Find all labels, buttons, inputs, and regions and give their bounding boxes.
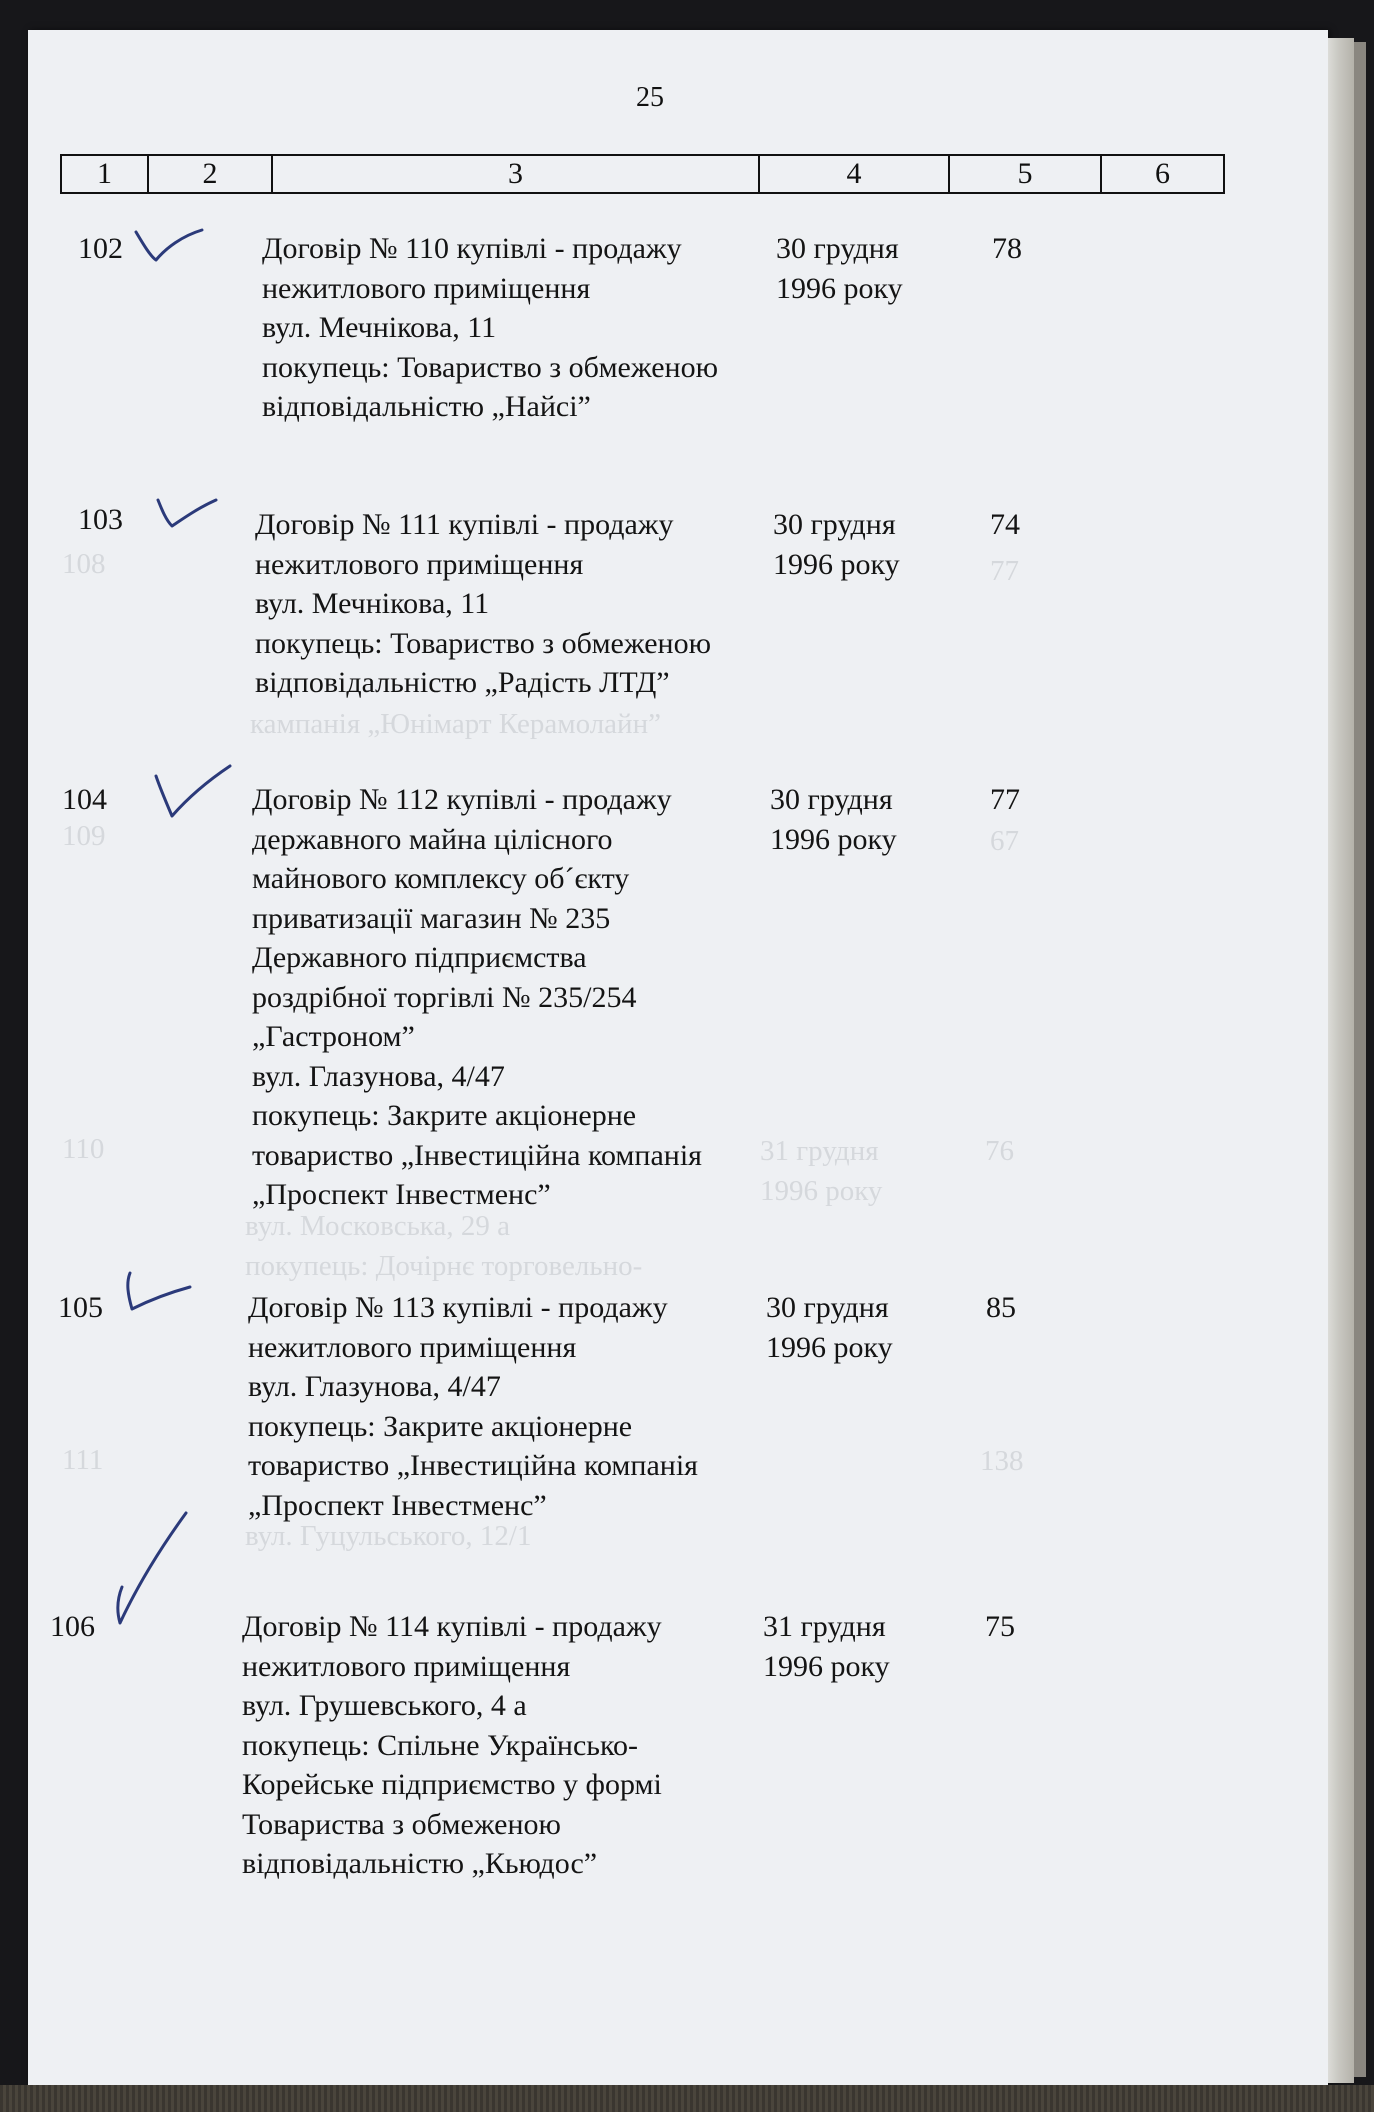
entry-description xyxy=(262,229,718,427)
entry-col5-value: 85 xyxy=(986,1291,1016,1324)
bleed-through-text: 108 xyxy=(62,548,106,580)
column-header-2: 2 xyxy=(148,155,272,193)
column-header-1: 1 xyxy=(61,155,148,193)
bleed-through-text: 138 xyxy=(980,1445,1024,1477)
bleed-through-text: вул. Московська, 29 а xyxy=(245,1210,510,1242)
bleed-through-text: кампанія „Юнімарт Керамолайн” xyxy=(250,708,661,740)
description-line: вул. Грушевського, 4 а xyxy=(242,1689,527,1722)
page-number: 25 xyxy=(636,82,664,113)
description-line: нежитлового приміщення xyxy=(242,1649,571,1683)
checkmark-icon xyxy=(108,1505,198,1635)
entry-description xyxy=(248,1288,698,1525)
page-stack-edge xyxy=(1328,38,1354,2083)
description-line: покупець: Закрите акціонерне xyxy=(248,1409,633,1443)
date-line: 30 грудня xyxy=(773,508,896,541)
description-line: вул. Глазунова, 4/47 xyxy=(248,1370,501,1403)
entry-col5-value: 75 xyxy=(985,1610,1015,1643)
date-line: 1996 року xyxy=(763,1649,890,1683)
date-line: 1996 року xyxy=(773,547,900,581)
date-line: 30 грудня xyxy=(770,783,893,816)
entry-number: 104 xyxy=(62,783,107,816)
description-line: „Гастроном” xyxy=(252,1020,415,1053)
column-header-6: 6 xyxy=(1101,155,1224,193)
description-line: приватизації магазин № 235 xyxy=(252,901,611,935)
entry-col5-value: 74 xyxy=(990,508,1020,541)
description-line: „Проспект Інвестменс” xyxy=(248,1488,547,1522)
bleed-through-text: 31 грудня xyxy=(760,1135,879,1167)
column-header-3: 3 xyxy=(272,155,759,193)
entry-number: 105 xyxy=(58,1291,103,1324)
entry-description xyxy=(255,505,711,703)
checkmark-icon xyxy=(150,492,230,542)
entry-date xyxy=(766,1288,893,1367)
description-line: державного майна цілісного xyxy=(252,822,613,856)
description-line: товариство „Інвестиційна компанія xyxy=(248,1449,698,1482)
description-line: покупець: Спільне Українсько- xyxy=(242,1728,638,1762)
description-line: вул. Мечнікова, 11 xyxy=(255,587,490,620)
description-line: нежитлового приміщення xyxy=(255,547,584,581)
description-line: Договір № 110 купівлі - продажу xyxy=(262,232,682,265)
description-line: нежитлового приміщення xyxy=(248,1330,577,1364)
description-line: Договір № 114 купівлі - продажу xyxy=(242,1610,662,1643)
description-line: майнового комплексу об´єкту xyxy=(252,862,630,895)
column-header-4: 4 xyxy=(759,155,949,193)
description-line: нежитлового приміщення xyxy=(262,271,591,305)
entry-col5-value: 78 xyxy=(992,232,1022,265)
date-line: 30 грудня xyxy=(766,1291,889,1324)
description-line: Договір № 111 купівлі - продажу xyxy=(255,508,674,541)
scanner-bed xyxy=(0,2085,1374,2112)
description-line: Корейське підприємство у формі xyxy=(242,1768,662,1801)
entry-date xyxy=(763,1607,890,1686)
entry-description xyxy=(242,1607,662,1884)
description-line: Державного підприємства xyxy=(252,941,587,974)
bleed-through-text: вул. Гуцульського, 12/1 xyxy=(245,1520,532,1552)
entry-number: 103 xyxy=(78,503,123,536)
description-line: вул. Мечнікова, 11 xyxy=(262,311,497,344)
description-line: відповідальністю „Найсі” xyxy=(262,390,591,423)
description-line: Договір № 113 купівлі - продажу xyxy=(248,1291,668,1324)
date-line: 30 грудня xyxy=(776,232,899,265)
description-line: Договір № 112 купівлі - продажу xyxy=(252,783,672,816)
description-line: вул. Глазунова, 4/47 xyxy=(252,1059,505,1093)
description-line: Товариства з обмеженою xyxy=(242,1807,561,1841)
date-line: 31 грудня xyxy=(763,1610,886,1643)
column-header-5: 5 xyxy=(949,155,1101,193)
entry-date xyxy=(773,505,900,584)
bleed-through-text: 110 xyxy=(62,1133,105,1165)
bleed-through-text: 111 xyxy=(62,1444,104,1476)
date-line: 1996 року xyxy=(776,271,903,305)
entry-date xyxy=(770,780,897,859)
entry-date xyxy=(776,229,903,308)
description-line: покупець: Товариство з обмеженою xyxy=(255,626,711,660)
bleed-through-text: 67 xyxy=(990,825,1019,857)
description-line: „Проспект Інвестменс” xyxy=(252,1178,551,1211)
description-line: відповідальністю „Радість ЛТД” xyxy=(255,666,670,699)
checkmark-icon xyxy=(150,762,240,832)
checkmark-icon xyxy=(130,220,210,270)
description-line: покупець: Товариство з обмеженою xyxy=(262,350,718,384)
bleed-through-text: покупець: Дочірнє торговельно- xyxy=(245,1250,643,1282)
entry-number: 106 xyxy=(50,1610,95,1643)
description-line: відповідальністю „Кьюдос” xyxy=(242,1847,598,1880)
binder-edge xyxy=(1354,42,1366,2077)
date-line: 1996 року xyxy=(766,1330,893,1364)
description-line: товариство „Інвестиційна компанія xyxy=(252,1138,702,1172)
entry-description xyxy=(252,780,702,1215)
bleed-through-text: 76 xyxy=(985,1135,1014,1167)
bleed-through-text: 109 xyxy=(62,820,106,852)
bleed-through-text: 77 xyxy=(990,555,1019,587)
column-header-table xyxy=(60,154,1225,194)
entry-col5-value: 77 xyxy=(990,783,1020,816)
bleed-through-text: 1996 року xyxy=(760,1175,883,1207)
date-line: 1996 року xyxy=(770,822,897,856)
checkmark-icon xyxy=(118,1265,208,1325)
description-line: роздрібної торгівлі № 235/254 xyxy=(252,980,637,1014)
entry-number: 102 xyxy=(78,232,123,265)
description-line: покупець: Закрите акціонерне xyxy=(252,1099,637,1132)
